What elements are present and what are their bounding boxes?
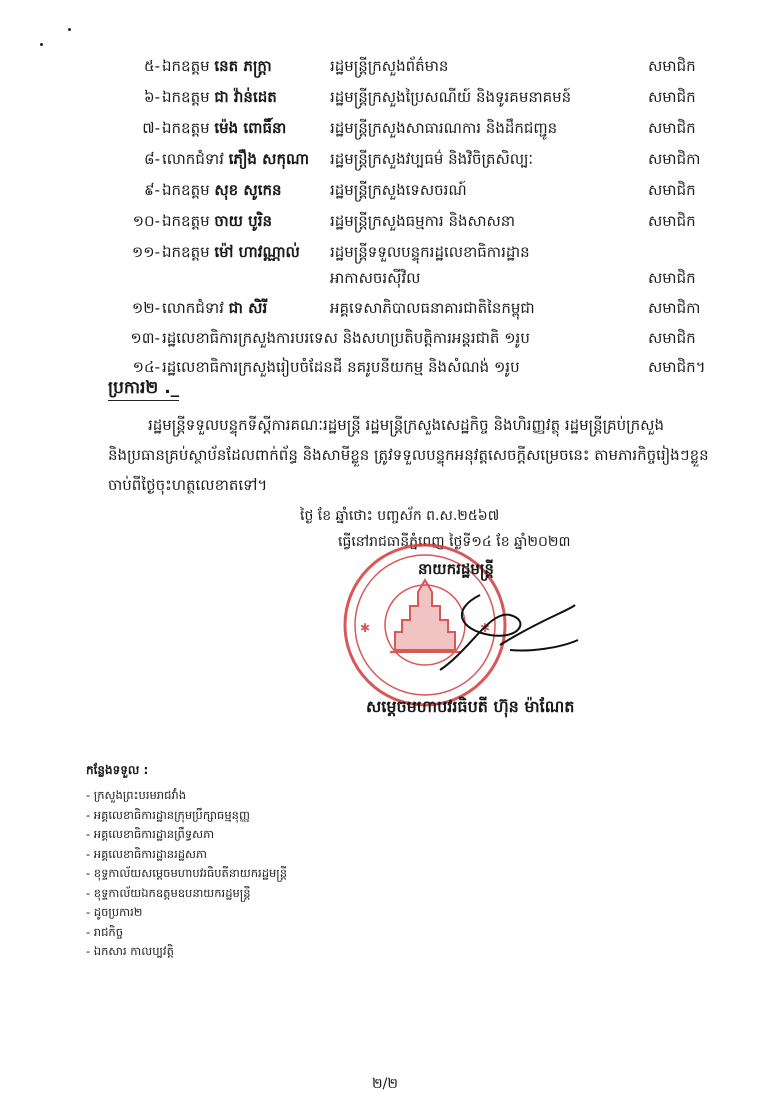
article-line: ចាប់ពីថ្ងៃចុះហត្ថលេខាតទៅ។ [108,476,268,494]
member-description: រដ្ឋលេខាធិការក្រសួងរៀបចំដែនដី នគរូបនីយកម្ម និងសំណង់ ១រូប [162,358,520,376]
member-status: សមាជិក [648,88,696,106]
member-status: សមាជិក [648,119,696,137]
member-number: ១៣- [130,329,160,347]
member-role: រដ្ឋមន្ត្រីទទួលបន្ទុករដ្ឋលេខាធិការដ្ឋាន [330,243,530,261]
article-2-body [108,410,708,500]
recipient-item: - ក្រសួងព្រះបរមរាជវាំង [86,788,187,802]
member-number: ១១- [131,243,160,261]
member-status: សមាជិក។ [648,358,706,376]
member-name: ឯកឧត្តម ចាយ បូរិន [162,212,272,230]
recipient-item: - ដូចប្រការ២ [86,905,143,919]
member-status: សមាជិកា [648,150,701,168]
member-name: លោកជំទាវ ភឿង សកុណា [162,150,310,168]
member-description: រដ្ឋលេខាធិការក្រសួងការបរទេស និងសហប្រតិបត្តិការអន្តរជាតិ ១រូប [162,329,530,347]
member-role-continued: អាកាសចរស៊ីវិល [330,269,421,287]
article-2-heading: ប្រការ២ ._ [108,376,179,401]
member-role: អគ្គទេសាភិបាលធនាគារជាតិនៃកម្ពុជា [330,299,535,317]
recipient-item: - អគ្គលេខាធិការដ្ឋានក្រុមប្រឹក្សាធម្មនុញ្ញ [86,807,250,822]
page-number: ២/២ [372,1076,398,1092]
recipients-list [86,762,287,962]
member-status: សមាជិក [648,269,696,287]
member-role: រដ្ឋមន្ត្រីក្រសួងវប្បធម៌ និងវិចិត្រសិល្បៈ [330,150,534,168]
solar-date: ធ្វើនៅរាជធានីភ្នំពេញ ថ្ងៃទី១៤ ខែ ឆ្នាំ២០២៣ [338,534,571,550]
member-number: ១៤- [132,358,160,376]
member-number: ១០- [132,212,160,230]
member-number: ៩- [143,181,160,199]
recipient-item: - ឯកសារ កាលប្បវត្តិ [86,944,174,958]
recipient-item: - អគ្គលេខាធិការដ្ឋានព្រឹទ្ធសភា [86,827,215,841]
svg-text:✱: ✱ [360,621,371,635]
article-line: រដ្ឋមន្ត្រីទទួលបន្ទុកទីស្តីការគណៈរដ្ឋមន្ត្រី រដ្ឋមន្ត្រីក្រសួងសេដ្ឋកិច្ច និងហិរញ្ញវត្ថុ រដ្ឋមន្ត្រីគ្រប់ក្រសួង [148,416,664,434]
member-name: ឯកឧត្តម ជា វ៉ាន់ដេត [162,88,277,106]
member-number: ៦- [143,88,160,106]
svg-text:✱: ✱ [480,621,491,635]
recipient-item: - ខុទ្ទកាល័យឯកឧត្តមឧបនាយករដ្ឋមន្ត្រី [86,885,251,900]
member-number: ៨- [143,150,160,168]
member-role: រដ្ឋមន្ត្រីក្រសួងទេសចរណ៍ [330,181,467,199]
office-title: នាយករដ្ឋមន្ត្រី [418,560,494,578]
member-role: រដ្ឋមន្ត្រីក្រសួងព័ត៌មាន [330,57,449,75]
member-name: ឯកឧត្តម នេត ភក្ត្រា [162,57,272,75]
margin-dot [40,43,43,46]
member-status: សមាជិក [648,212,696,230]
member-status: សមាជិក [648,181,696,199]
recipient-item: - អគ្គលេខាធិការដ្ឋានរដ្ឋសភា [86,846,207,861]
signature-icon [420,590,580,680]
member-role: រដ្ឋមន្ត្រីក្រសួងធម្មការ និងសាសនា [330,212,516,230]
lunar-date: ថ្ងៃ ខែ ឆ្នាំថោះ បញ្ចស័ក ព.ស.២៥៦៧ [300,508,500,524]
member-row [0,241,780,297]
member-name: លោកជំទាវ ជា សិរី [162,299,268,317]
member-role: រដ្ឋមន្ត្រីក្រសួងប្រៃសណីយ៍ និងទូរគមនាគមន៍ [330,88,572,106]
member-status: សមាជិក [648,329,696,347]
recipient-item: - ខុទ្ទកាល័យសម្តេចមហាបវរធិបតីនាយករដ្ឋមន្ត្រី [86,866,288,880]
member-role: រដ្ឋមន្ត្រីក្រសួងសាធារណការ និងដឹកជញ្ជូន [330,119,558,137]
margin-dot-2 [68,28,71,31]
member-status: សមាជិក [648,57,696,75]
member-number: ១២- [131,299,160,317]
member-name: ឯកឧត្តម ម៉េង ពោធិ៍នា [162,119,287,137]
recipient-item: - រាជកិច្ច [86,924,124,939]
signer-name: សម្តេចមហាបវរធិបតី ហ៊ុន ម៉ាណែត [366,697,575,716]
member-number: ៧- [142,119,160,137]
member-name: ឯកឧត្តម ម៉ៅ ហាវណ្ណាល់ [162,243,300,261]
member-number: ៥- [143,57,160,75]
member-name: ឯកឧត្តម សុខ សូកេន [162,181,282,199]
member-status: សមាជិកា [648,299,701,317]
article-line: និងប្រធានគ្រប់ស្ថាប័នដែលពាក់ព័ន្ធ និងសាមីខ្លួន ត្រូវទទួលបន្ទុកអនុវត្តសេចក្តីសម្រេចនេះ តាមភារកិច្ចរៀងៗខ្លួន [108,446,709,464]
recipients-heading: កន្លែងទទួល : [86,763,149,777]
